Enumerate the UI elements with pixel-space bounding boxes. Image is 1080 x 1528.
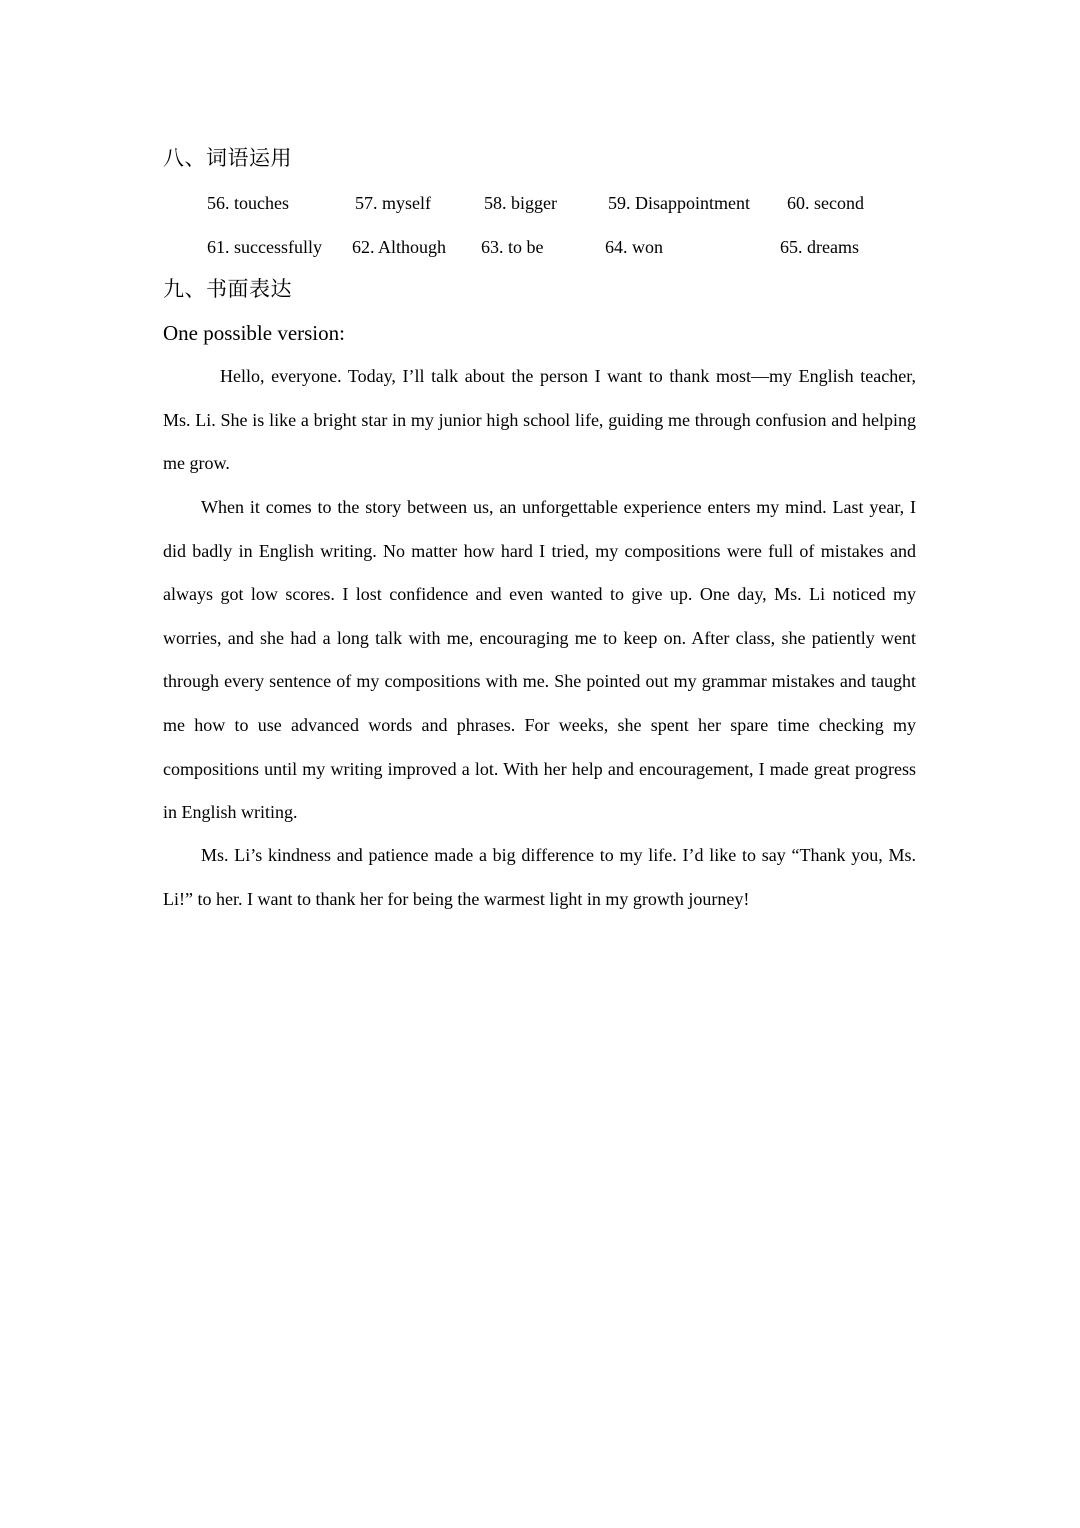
answer-60: 60. second bbox=[787, 193, 864, 213]
answer-56: 56. touches bbox=[207, 193, 289, 213]
section-9-heading: 九、书面表达 bbox=[163, 277, 292, 301]
answer-61: 61. successfully bbox=[207, 237, 322, 257]
answer-65: 65. dreams bbox=[780, 237, 859, 257]
answer-62: 62. Although bbox=[352, 237, 447, 257]
version-label: One possible version: bbox=[163, 321, 345, 345]
essay-paragraph-1: Hello, everyone. Today, I’ll talk about the person I want to thank most—my English teacher, Ms. Li. She is like a bright star in my junior high school life, guiding me through confusion and helping me grow. bbox=[163, 366, 916, 474]
section-8-heading: 八、词语运用 bbox=[163, 146, 292, 170]
answer-59: 59. Disappointment bbox=[608, 193, 750, 213]
answer-64: 64. won bbox=[605, 237, 663, 257]
answer-57: 57. myself bbox=[355, 193, 431, 213]
answer-63: 63. to be bbox=[481, 237, 544, 257]
essay-paragraph-3: Ms. Li’s kindness and patience made a big difference to my life. I’d like to say “Thank you, Ms. Li!” to her. I want to thank her for being the warmest light in my growth journey! bbox=[163, 845, 916, 909]
answer-58: 58. bigger bbox=[484, 193, 557, 213]
essay-paragraph-2: When it comes to the story between us, an unforgettable experience enters my mind. Last year, I did badly in English writing. No matter how hard I tried, my compositions were full of mistakes and always got low scores. I lost confidence and even wanted to give up. One day, Ms. Li noticed my worries, and she had a long talk with me, encouraging me to keep on. After class, she patiently went through every sentence of my compositions with me. She pointed out my grammar mistakes and taught me how to use advanced words and phrases. For weeks, she spent her spare time checking my compositions until my writing improved a lot. With her help and encouragement, I made great progress in English writing. bbox=[163, 497, 916, 823]
